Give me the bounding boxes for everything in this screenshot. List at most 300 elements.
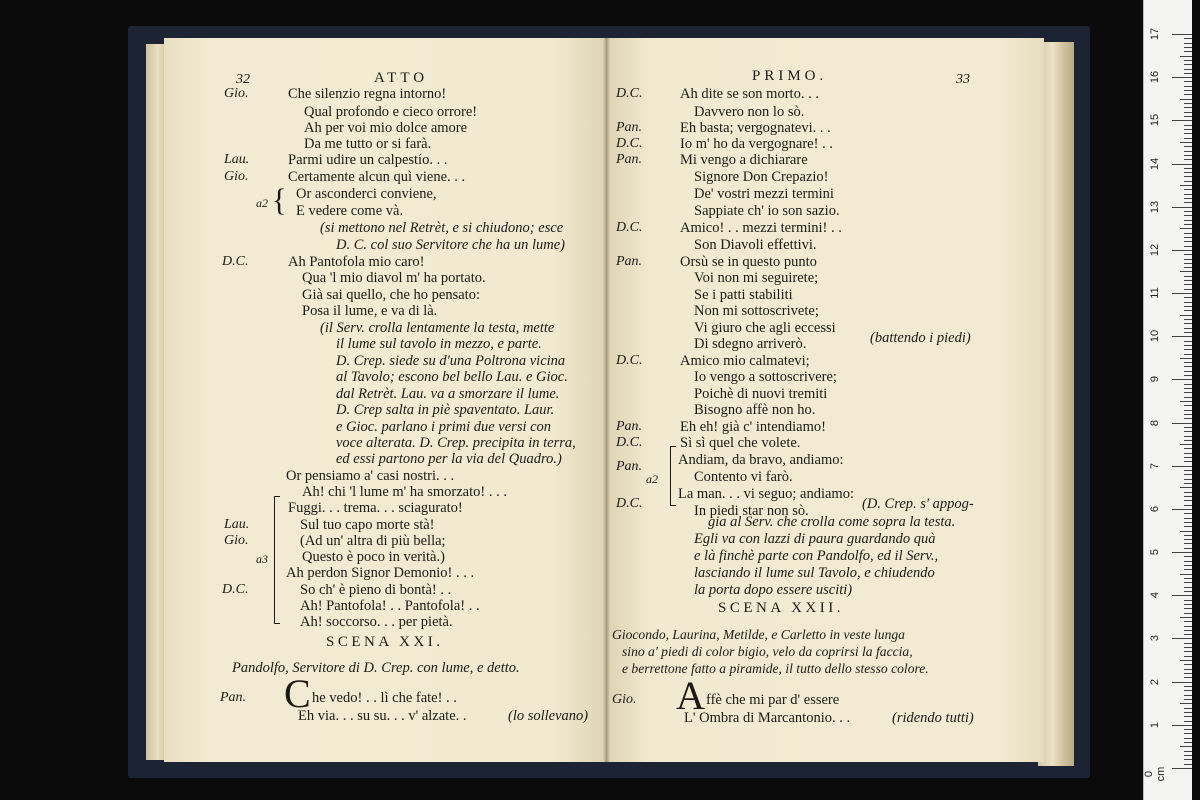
ruler-tick [1184,677,1192,678]
verse-line: Eh basta; vergognatevi. . . [680,120,831,136]
ruler-tick [1184,474,1192,475]
ruler-tick [1184,604,1192,605]
verse-line: Contento vi farò. [694,469,793,485]
ruler-tick [1184,263,1192,264]
ruler-tick [1184,613,1192,614]
stage-direction: (battendo i piedi) [870,330,971,346]
ruler-tick [1180,401,1192,402]
stage-direction: dal Retrèt. Lau. va a smorzare il lume. [336,386,560,402]
ruler-tick [1172,768,1192,769]
ruler-tick [1172,164,1192,165]
page-number: 32 [236,72,250,87]
ruler-tick [1172,552,1192,553]
ruler-label: 15 [1149,114,1161,127]
ruler-label: 7 [1149,462,1161,469]
ruler-tick [1184,526,1192,527]
ruler-label: 13 [1149,200,1161,213]
ruler-tick [1184,43,1192,44]
ruler-tick [1180,574,1192,575]
ruler-tick [1184,630,1192,631]
page-number: 33 [956,72,970,87]
verse-line: Ah! soccorso. . . per pietà. [300,614,453,630]
speaker-label: D.C. [222,582,249,597]
ruler-tick [1180,315,1192,316]
ruler-tick [1184,578,1192,579]
ruler-tick [1180,617,1192,618]
ruler-tick [1184,366,1192,367]
verse-line: Che silenzio regna intorno! [288,86,447,102]
a3-marker: a3 [256,552,268,566]
stage-direction: voce alterata. D. Crep. precipita in terra, [336,435,576,451]
ruler-tick [1184,224,1192,225]
ruler-label: 3 [1149,635,1161,642]
stage-direction: al Tavolo; escono bel bello Lau. e Gioc. [336,369,568,385]
stage-direction: lasciando il lume sul Tavolo, e chiudendo [694,565,935,581]
ruler-label: 10 [1149,330,1161,343]
stage-direction: D. Crep. siede su d'una Poltrona vicina [336,353,566,369]
ruler-tick [1184,418,1192,419]
speaker-label: Pan. [616,254,643,269]
ruler-tick [1172,336,1192,337]
ruler-tick [1184,297,1192,298]
verse-line: So ch' è pieno di bontà! . . [300,582,452,598]
ruler-tick [1184,181,1192,182]
stage-direction: (si mettono nel Retrèt, e si chiudono; esce [320,220,564,236]
verse-line: Se i patti stabiliti [694,287,793,303]
ruler-tick [1184,211,1192,212]
ruler-tick [1184,742,1192,743]
verse-line: Vi giuro che agli eccessi [694,320,836,336]
ruler-tick [1172,638,1192,639]
ruler-tick [1172,725,1192,726]
verse-line: he vedo! . . lì che fate! . . [312,690,457,706]
speaker-label: D.C. [616,220,643,235]
ruler-tick [1184,686,1192,687]
ruler-tick [1184,716,1192,717]
stage-direction: D. C. col suo Servitore che ha un lume) [336,237,565,253]
ruler-tick [1184,202,1192,203]
verse-line: Qual profondo e cieco orrore! [304,104,478,120]
stage-direction: e Gioc. parlano i primi due versi con [336,419,552,435]
drop-cap: A [676,673,705,718]
ruler-tick [1184,712,1192,713]
ruler-tick [1184,354,1192,355]
ruler-label: 9 [1149,376,1161,383]
ruler-tick [1184,51,1192,52]
stage-direction: e là finchè parte con Pandolfo, ed il Serv., [694,548,939,564]
stage-direction: (D. Crep. s' appog- [862,496,974,512]
speaker-label: Lau. [224,517,250,532]
verse-line: Già sai quello, che ho pensato: [302,287,480,303]
ruler-tick [1184,310,1192,311]
verse-line: Di sdegno arriverò. [694,336,807,352]
ruler-tick [1184,103,1192,104]
ruler-label: 14 [1149,157,1161,170]
ruler-tick [1184,246,1192,247]
ruler-tick [1184,565,1192,566]
running-head: ATTO [374,70,429,86]
scene-title: SCENA XXI. [326,634,444,650]
ruler-tick [1184,647,1192,648]
verse-line: La man. . . vi seguo; andiamo: [678,486,854,502]
speaker-label: Pan. [616,459,643,474]
drop-cap: C [284,671,311,716]
verse-line: Davvero non lo sò. [694,104,805,120]
stage-direction: gia al Serv. che crolla come sopra la testa. [708,514,956,530]
ruler-tick [1184,116,1192,117]
ruler-tick [1184,751,1192,752]
ruler-tick [1184,505,1192,506]
ruler-tick [1184,600,1192,601]
ruler-tick [1184,634,1192,635]
ruler-tick [1184,129,1192,130]
ruler-tick [1184,548,1192,549]
ruler-tick [1184,759,1192,760]
ruler-tick [1184,64,1192,65]
ruler-tick [1184,651,1192,652]
ruler-tick [1172,423,1192,424]
a2-marker: a2 [646,472,658,486]
ruler-tick [1184,341,1192,342]
ruler-label: 1 [1149,721,1161,728]
ruler-tick [1184,198,1192,199]
ruler-tick [1172,250,1192,251]
ruler-tick [1184,690,1192,691]
scene-description: e berrettone fatto a piramide, il tutto dello stesso colore. [622,661,929,676]
speaker-label: Pan. [616,419,643,434]
ruler-tick [1172,595,1192,596]
ruler-tick [1172,466,1192,467]
ruler-tick [1184,371,1192,372]
verse-line: Sul tuo capo morte stà! [300,517,435,533]
ruler-tick [1184,176,1192,177]
ruler-tick [1184,306,1192,307]
ruler-tick [1184,38,1192,39]
verse-line: E vedere come và. [296,203,404,219]
a2-marker: a2 [256,196,268,210]
verse-line: (Ad un' altra di più bella; [300,533,446,549]
verse-line: De' vostri mezzi termini [694,186,834,202]
ruler-tick [1184,172,1192,173]
verse-line: Certamente alcun quì viene. . . [288,169,466,185]
verse-line: In piedi star non sò. [694,503,809,519]
measurement-ruler [1143,0,1192,800]
left-page [164,38,608,762]
stage-direction: (ridendo tutti) [892,710,974,726]
ruler-label: 11 [1149,287,1161,299]
ruler-tick [1180,358,1192,359]
speaker-label: D.C. [616,136,643,151]
ruler-tick [1184,695,1192,696]
ruler-tick [1184,569,1192,570]
ruler-tick [1184,733,1192,734]
ruler-tick [1184,440,1192,441]
ruler-label: 16 [1149,71,1161,84]
ruler-tick [1184,669,1192,670]
ruler-tick [1184,755,1192,756]
ruler-tick [1184,522,1192,523]
ruler-tick [1184,362,1192,363]
speaker-label: D.C. [616,496,643,511]
verse-line: Ah per voi mio dolce amore [304,120,468,136]
ruler-tick [1172,77,1192,78]
verse-line: Signore Don Crepazio! [694,169,829,185]
ruler-label: 4 [1149,592,1161,599]
ruler-tick [1184,90,1192,91]
verse-line: Fuggi. . . trema. . . sciagurato! [288,500,463,516]
brace-a3 [274,496,275,624]
speaker-label: Pan. [220,690,247,705]
ruler-tick [1184,328,1192,329]
ruler-tick [1180,271,1192,272]
ruler-tick [1184,699,1192,700]
ruler-tick [1180,142,1192,143]
verse-line: Or asconderci conviene, [296,186,437,202]
ruler-tick [1184,764,1192,765]
ruler-tick [1184,151,1192,152]
verse-line: Parmi udire un calpestío. . . [288,152,448,168]
ruler-tick [1184,146,1192,147]
ruler-tick [1184,73,1192,74]
ruler-tick [1184,86,1192,87]
ruler-tick [1180,487,1192,488]
ruler-tick [1184,323,1192,324]
right-page [606,38,1044,762]
ruler-tick [1172,207,1192,208]
verse-line: ffè che mi par d' essere [706,692,840,708]
ruler-tick [1184,125,1192,126]
speaker-label: Gio. [612,692,637,707]
ruler-tick [1184,582,1192,583]
ruler-tick [1184,69,1192,70]
ruler-label: 6 [1149,505,1161,512]
ruler-tick [1184,729,1192,730]
verse-line: Ah dite se son morto. . . [680,86,819,102]
verse-line: Ah! chi 'l lume m' ha smorzato! . . . [302,484,507,500]
speaker-label: Lau. [224,152,250,167]
verse-line: Mi vengo a dichiarare [680,152,808,168]
verse-line: Or pensiamo a' casi nostri. . . [286,468,455,484]
ruler-tick [1184,621,1192,622]
verse-line: Non mi sottoscrivete; [694,303,819,319]
ruler-tick [1184,673,1192,674]
ruler-tick [1184,656,1192,657]
ruler-tick [1172,682,1192,683]
ruler-tick [1184,107,1192,108]
ruler-label: 0 cm [1143,766,1167,782]
ruler-tick [1184,267,1192,268]
verse-line: Son Diavoli effettivi. [694,237,817,253]
verse-line: Io vengo a sottoscrivere; [694,369,837,385]
ruler-tick [1184,384,1192,385]
ruler-tick [1184,470,1192,471]
ruler-tick [1184,483,1192,484]
ruler-tick [1184,81,1192,82]
ruler-tick [1184,254,1192,255]
stage-direction: (lo sollevano) [508,708,589,724]
ruler-tick [1184,392,1192,393]
ruler-tick [1184,332,1192,333]
ruler-tick [1184,133,1192,134]
ruler-tick [1184,664,1192,665]
ruler-tick [1184,319,1192,320]
ruler-label: 17 [1149,27,1161,41]
ruler-tick [1184,479,1192,480]
ruler-tick [1184,643,1192,644]
stage-direction: (il Serv. crolla lentamente la testa, mette [320,320,555,336]
ruler-tick [1180,531,1192,532]
ruler-label: 2 [1149,678,1161,685]
speaker-label: Pan. [616,120,643,135]
ruler-tick [1184,138,1192,139]
speaker-label: Gio. [224,533,249,548]
ruler-tick [1184,539,1192,540]
ruler-tick [1184,194,1192,195]
speaker-label: D.C. [616,435,643,450]
ruler-tick [1184,233,1192,234]
ruler-tick [1180,185,1192,186]
ruler-tick [1184,168,1192,169]
verse-line: Posa il lume, e va di là. [302,303,438,319]
ruler-tick [1184,289,1192,290]
ruler-tick [1184,397,1192,398]
ruler-tick [1180,56,1192,57]
speaker-label: D.C. [616,353,643,368]
verse-line: Voi non mi seguirete; [694,270,819,286]
ruler-tick [1184,496,1192,497]
stage-direction: la porta dopo essere usciti) [694,582,853,598]
scene-description: sino a' piedi di color bigio, velo da coprirsi la faccia, [622,644,913,659]
verse-line: Andiam, da bravo, andiamo: [678,452,844,468]
ruler-tick [1184,47,1192,48]
book-gutter [603,38,610,762]
ruler-tick [1184,259,1192,260]
verse-line: Orsù se in questo punto [680,254,817,270]
ruler-tick [1184,453,1192,454]
ruler-tick [1184,457,1192,458]
ruler-tick [1180,99,1192,100]
ruler-tick [1184,94,1192,95]
stage-direction: il lume sul tavolo in mezzo, e parte. [336,336,542,352]
ruler-tick [1184,626,1192,627]
ruler-tick [1184,220,1192,221]
verse-line: Qua 'l mio diavol m' ha portato. [302,270,486,286]
ruler-tick [1184,587,1192,588]
ruler-tick [1184,492,1192,493]
ruler-tick [1184,738,1192,739]
scene-title: SCENA XXII. [718,600,845,616]
verse-line: Amico mio calmatevi; [680,353,810,369]
ruler-tick [1184,448,1192,449]
ruler-tick [1172,34,1192,35]
ruler-tick [1184,561,1192,562]
verse-line: Eh via. . . su su. . . v' alzate. . [298,708,467,724]
verse-line: Poichè di nuovi tremiti [694,386,828,402]
ruler-tick [1180,444,1192,445]
verse-line: L' Ombra di Marcantonio. . . [684,710,851,726]
ruler-tick [1184,721,1192,722]
ruler-tick [1180,228,1192,229]
verse-line: Eh eh! già c' intendiamo! [680,419,826,435]
running-head: PRIMO. [752,68,828,84]
verse-line: Io m' ho da vergognare! . . [680,136,833,152]
ruler-tick [1184,556,1192,557]
ruler-tick [1184,708,1192,709]
stage-direction: ed essi partono per la via del Quadro.) [336,451,562,467]
ruler-tick [1184,302,1192,303]
ruler-tick [1184,591,1192,592]
ruler-tick [1184,461,1192,462]
verse-line: Ah! Pantofola! . . Pantofola! . . [300,598,480,614]
scene-description: Pandolfo, Servitore di D. Crep. con lume, e detto. [232,660,520,676]
verse-line: Bisogno affè non ho. [694,402,816,418]
ruler-tick [1184,375,1192,376]
ruler-label: 12 [1149,243,1161,256]
ruler-tick [1184,410,1192,411]
ruler-tick [1172,379,1192,380]
ruler-tick [1180,703,1192,704]
ruler-tick [1184,518,1192,519]
verse-line: Ah Pantofola mio caro! [288,254,425,270]
verse-line: Questo è poco in verità.) [302,549,445,565]
verse-line: Sì sì quel che volete. [680,435,801,451]
brace-speakers [670,446,671,506]
speaker-label: Gio. [224,169,249,184]
ruler-label: 8 [1149,419,1161,426]
ruler-tick [1172,509,1192,510]
brace-a2: { [272,183,287,218]
ruler-tick [1184,535,1192,536]
verse-line: Sappiate ch' io son sazio. [694,203,840,219]
ruler-tick [1184,388,1192,389]
ruler-tick [1184,414,1192,415]
ruler-tick [1184,427,1192,428]
ruler-tick [1184,237,1192,238]
ruler-tick [1184,280,1192,281]
verse-line: Ah perdon Signor Demonio! . . . [286,565,475,581]
ruler-tick [1172,293,1192,294]
ruler-tick [1184,349,1192,350]
ruler-tick [1180,660,1192,661]
ruler-tick [1184,513,1192,514]
ruler-tick [1184,159,1192,160]
ruler-tick [1184,543,1192,544]
ruler-tick [1184,500,1192,501]
speaker-label: D.C. [616,86,643,101]
verse-line: Da me tutto or si farà. [304,136,432,152]
ruler-tick [1184,60,1192,61]
speaker-label: Pan. [616,152,643,167]
ruler-tick [1184,405,1192,406]
ruler-tick [1184,189,1192,190]
stage-direction: Egli va con lazzi di paura guardando quà [694,531,936,547]
ruler-tick [1184,608,1192,609]
ruler-tick [1184,215,1192,216]
scene-description: Giocondo, Laurina, Metilde, e Carletto in veste lunga [612,627,905,642]
page-edges-left [146,44,166,760]
ruler-tick [1180,746,1192,747]
ruler-tick [1184,436,1192,437]
ruler-tick [1184,112,1192,113]
ruler-label: 5 [1149,549,1161,556]
ruler-tick [1184,284,1192,285]
verse-line: Amico! . . mezzi termini! . . [680,220,842,236]
ruler-tick [1184,345,1192,346]
ruler-tick [1184,155,1192,156]
ruler-tick [1184,241,1192,242]
speaker-label: D.C. [222,254,249,269]
speaker-label: Gio. [224,86,249,101]
